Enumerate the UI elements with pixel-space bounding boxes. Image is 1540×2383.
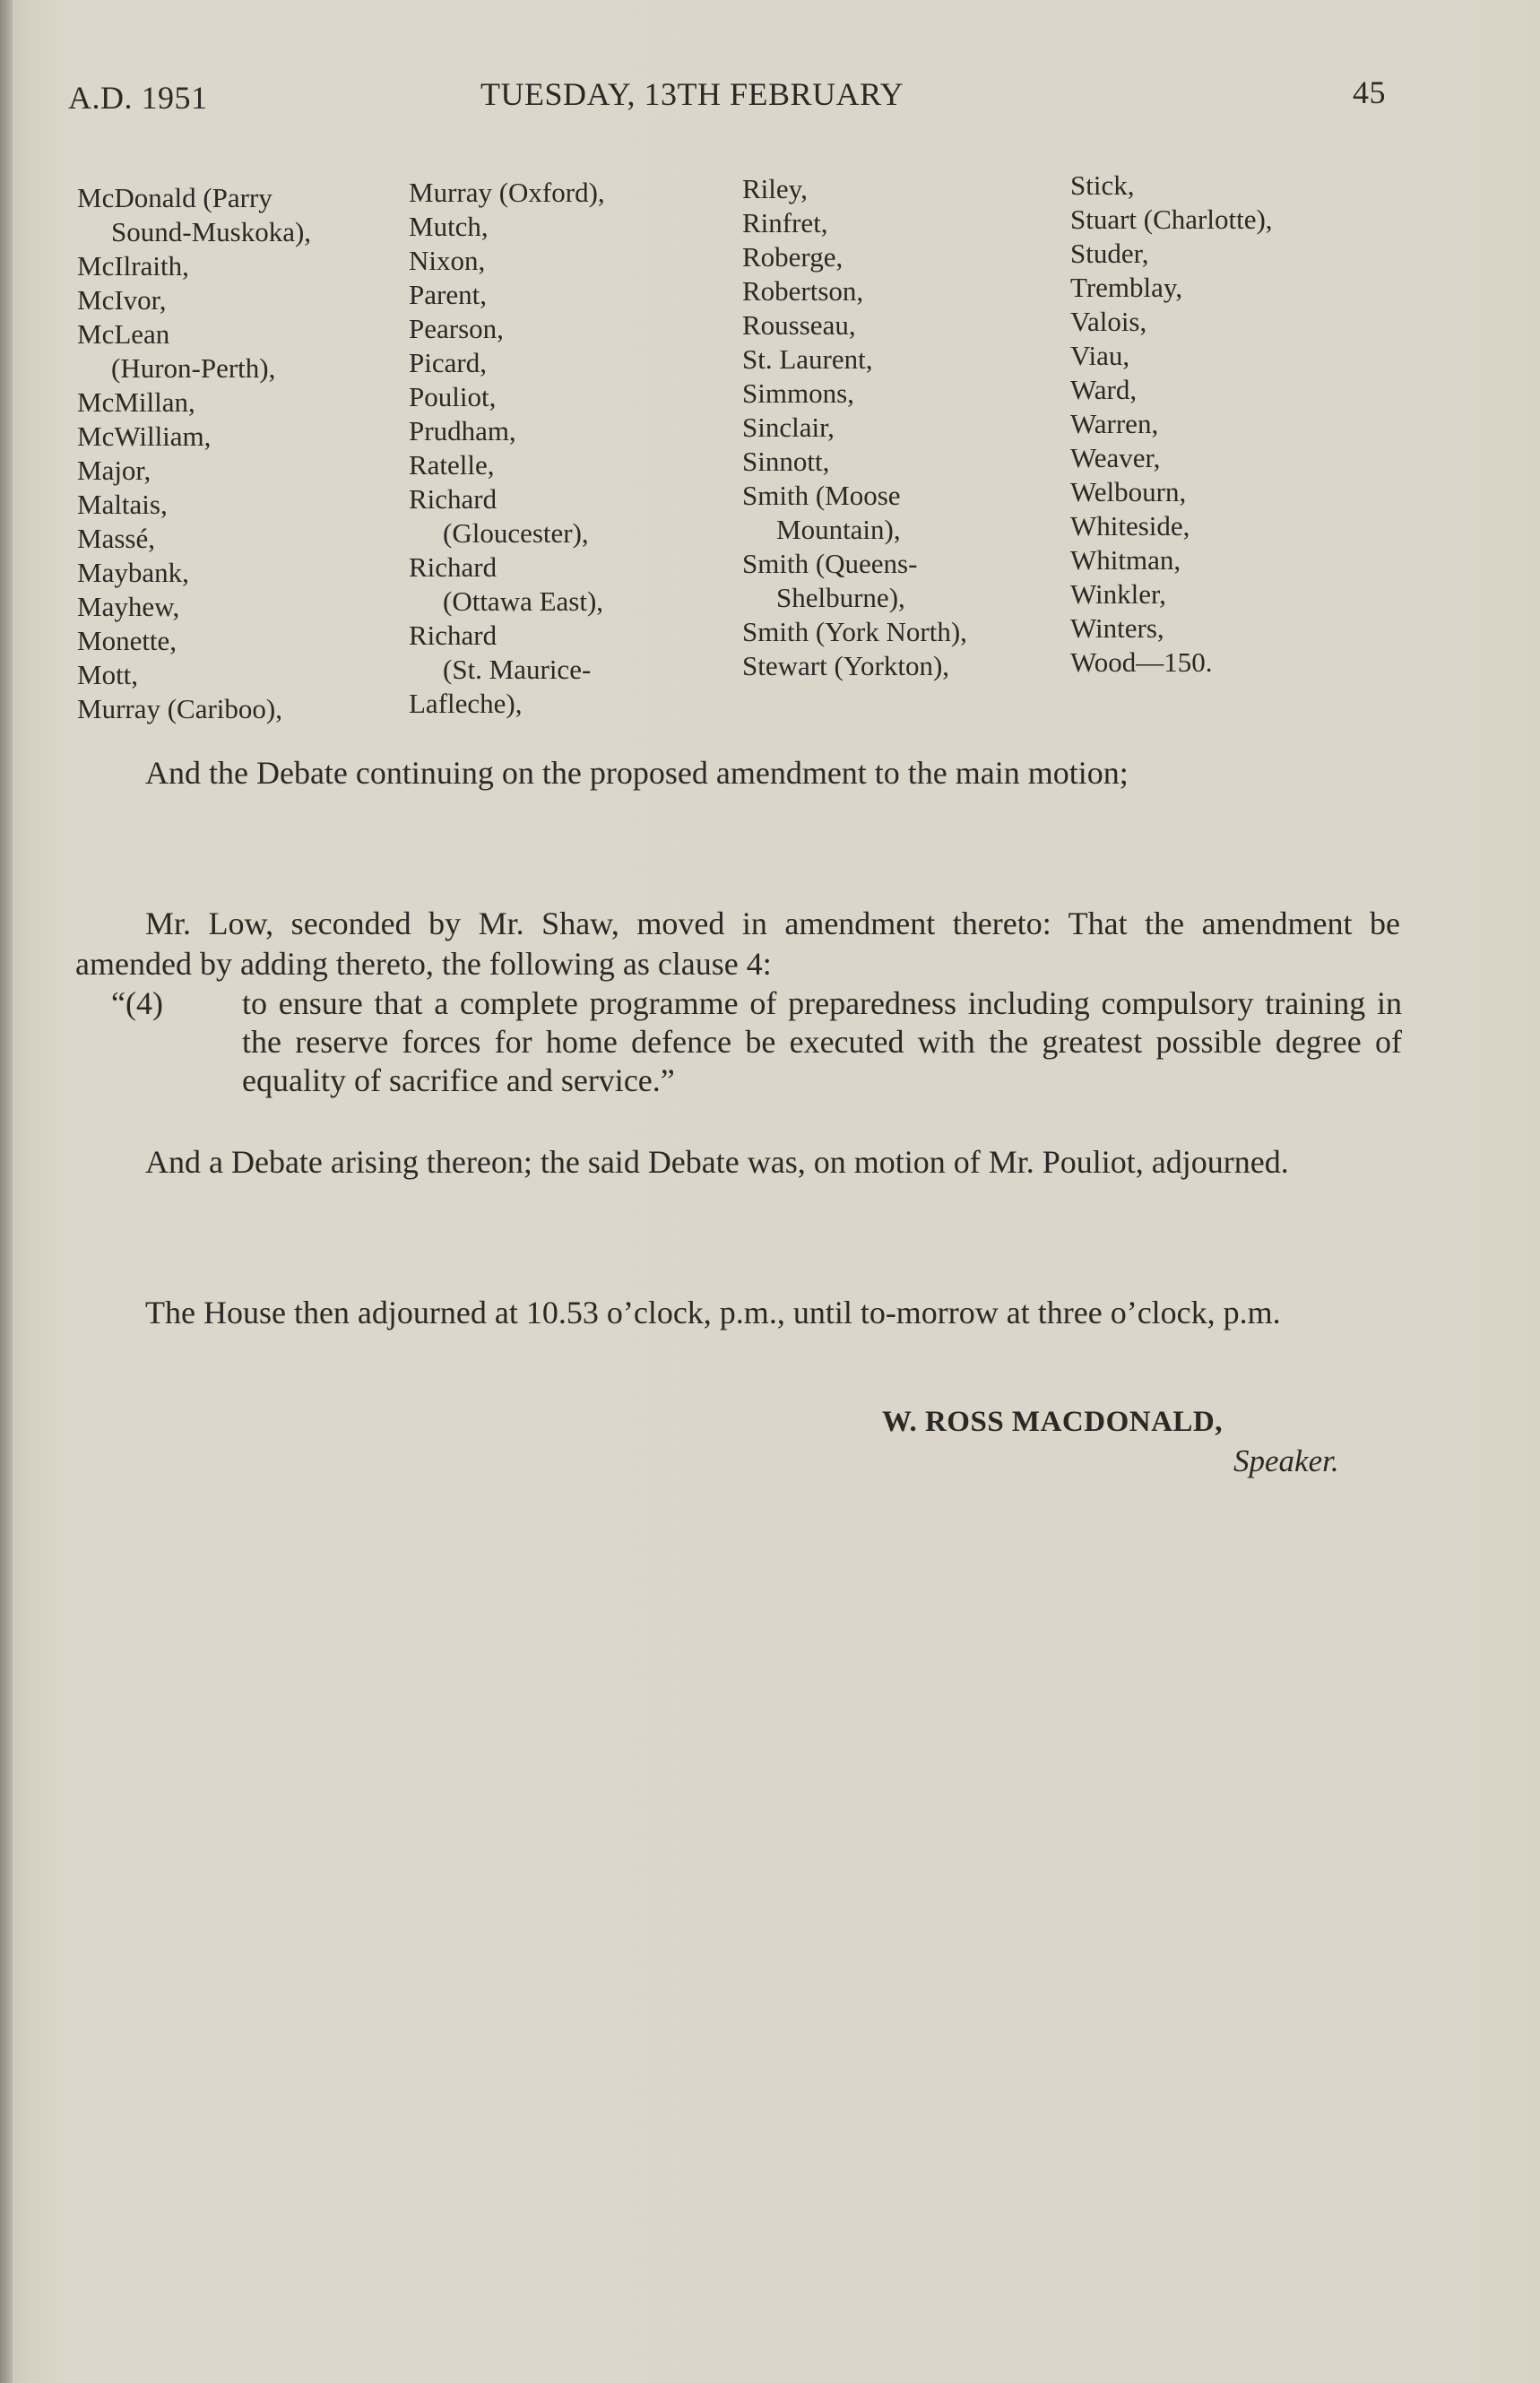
name-line: Mott, — [77, 659, 139, 690]
clause-number: “(4) — [111, 985, 163, 1021]
name-line: Stuart (Charlotte), — [1070, 204, 1273, 235]
name-entry — [409, 176, 731, 210]
name-entry — [1070, 169, 1393, 203]
name-line: Richard — [409, 483, 497, 515]
name-entry — [409, 312, 731, 346]
name-line: Welbourn, — [1070, 476, 1187, 507]
name-entry — [742, 206, 1065, 240]
name-entry — [1070, 577, 1393, 611]
name-line: Pouliot, — [409, 381, 497, 412]
name-entry — [742, 342, 1065, 377]
name-line-continuation: (St. Maurice- — [443, 654, 592, 685]
name-line: Studer, — [1070, 238, 1149, 269]
name-line: Mayhew, — [77, 591, 180, 622]
name-line: Smith (Moose — [742, 480, 901, 511]
name-entry — [409, 482, 731, 550]
name-line: Tremblay, — [1070, 272, 1183, 303]
name-entry — [409, 414, 731, 448]
name-line: Whiteside, — [1070, 510, 1190, 542]
name-entry — [1070, 475, 1393, 509]
name-entry — [1070, 339, 1393, 373]
clause-4-quote — [111, 984, 1402, 1100]
header-date: TUESDAY, 13TH FEBRUARY — [480, 76, 904, 112]
name-line-continuation: (Gloucester), — [443, 517, 589, 549]
name-line: Picard, — [409, 347, 487, 378]
name-line: Nixon, — [409, 245, 486, 276]
names-column-2 — [409, 176, 731, 721]
names-column-4 — [1070, 169, 1393, 680]
name-line: McMillan, — [77, 386, 195, 418]
name-line: Smith (York North), — [742, 616, 967, 647]
name-line: Wood—150. — [1070, 646, 1213, 678]
name-entry — [77, 658, 400, 692]
name-line: Winkler, — [1070, 578, 1166, 610]
name-entry — [409, 346, 731, 380]
name-entry — [409, 244, 731, 278]
paragraph-adjourned — [75, 1293, 1400, 1332]
name-line-continuation: (Ottawa East), — [443, 585, 604, 617]
name-entry — [742, 308, 1065, 342]
paragraph-text: The House then adjourned at 10.53 o’clock, p.m., until to-morrow at three o’clock, p.m. — [145, 1295, 1281, 1330]
name-entry — [77, 317, 400, 386]
name-line: McDonald (Parry — [77, 182, 273, 213]
name-entry — [742, 411, 1065, 445]
name-line: Major, — [77, 455, 151, 486]
name-line: Simmons, — [742, 377, 854, 409]
name-entry — [77, 181, 400, 249]
name-line: Prudham, — [409, 415, 516, 446]
name-line-continuation: Mountain), — [776, 514, 901, 545]
names-column-1 — [77, 181, 400, 726]
binding-edge — [0, 0, 13, 2383]
name-entry — [77, 692, 400, 726]
name-entry — [742, 615, 1065, 649]
name-line: McIlraith, — [77, 250, 189, 282]
name-line: Pearson, — [409, 313, 504, 344]
name-line: Ratelle, — [409, 449, 495, 481]
name-line: Mutch, — [409, 211, 489, 242]
name-line: Richard — [409, 620, 497, 651]
name-entry — [742, 274, 1065, 308]
name-entry — [742, 377, 1065, 411]
name-line: Murray (Cariboo), — [77, 693, 282, 724]
name-line-continuation: Sound-Muskoka), — [111, 216, 312, 247]
name-entry — [1070, 373, 1393, 407]
paragraph-debate-continuing — [75, 753, 1400, 793]
paragraph-text: And a Debate arising thereon; the said Debate was, on motion of Mr. Pouliot, adjourned. — [145, 1144, 1289, 1180]
name-line: Roberge, — [742, 241, 844, 273]
name-entry — [77, 420, 400, 454]
name-line: Murray (Oxford), — [409, 177, 605, 208]
name-entry — [1070, 271, 1393, 305]
name-line: Lafleche), — [409, 688, 523, 719]
name-entry — [1070, 509, 1393, 543]
name-line: Viau, — [1070, 340, 1130, 371]
name-entry — [1070, 646, 1393, 680]
name-line: Monette, — [77, 625, 177, 656]
name-entry — [409, 619, 731, 687]
header-year: A.D. 1951 — [68, 80, 208, 116]
name-line: Smith (Queens- — [742, 548, 918, 579]
name-entry — [77, 590, 400, 624]
name-line: Sinnott, — [742, 446, 830, 477]
name-entry — [1070, 441, 1393, 475]
name-line: Ward, — [1070, 374, 1138, 405]
speaker-title: Speaker. — [1233, 1443, 1339, 1478]
name-line: Richard — [409, 551, 497, 583]
paragraph-low-amendment — [75, 904, 1400, 984]
name-entry — [77, 454, 400, 488]
name-entry — [77, 249, 400, 283]
paragraph-debate-arising — [75, 1142, 1400, 1182]
name-entry — [77, 283, 400, 317]
name-entry — [77, 556, 400, 590]
name-entry — [742, 172, 1065, 206]
name-line: Robertson, — [742, 275, 864, 307]
name-line: Parent, — [409, 279, 487, 310]
name-line: Rinfret, — [742, 207, 828, 238]
name-entry — [1070, 611, 1393, 646]
name-line: Maybank, — [77, 557, 189, 588]
name-entry — [409, 278, 731, 312]
name-line: Sinclair, — [742, 412, 835, 443]
name-line: Warren, — [1070, 408, 1159, 439]
name-entry — [77, 522, 400, 556]
name-line: Whitman, — [1070, 544, 1181, 576]
name-entry — [1070, 543, 1393, 577]
speaker-name: W. ROSS MACDONALD, — [882, 1406, 1223, 1438]
name-entry — [77, 488, 400, 522]
name-line: Maltais, — [77, 489, 168, 520]
name-entry — [409, 687, 731, 721]
page-header — [68, 74, 1386, 124]
name-line-continuation: Shelburne), — [776, 582, 905, 613]
name-entry — [742, 445, 1065, 479]
name-line: Massé, — [77, 523, 155, 554]
name-entry — [409, 550, 731, 619]
name-line: Stick, — [1070, 169, 1135, 201]
name-entry — [77, 386, 400, 420]
name-line: Weaver, — [1070, 442, 1161, 473]
name-entry — [409, 210, 731, 244]
page-number: 45 — [1353, 74, 1386, 110]
name-line: McWilliam, — [77, 420, 212, 452]
name-entry — [742, 240, 1065, 274]
name-entry — [77, 624, 400, 658]
name-entry — [742, 547, 1065, 615]
name-line: Riley, — [742, 173, 808, 204]
clause-text: to ensure that a complete programme of preparedness including compulsory training in the reserve forces for home defence be executed with the greatest possible degree of equality of sacrifice and service.” — [242, 985, 1402, 1098]
name-line-continuation: (Huron-Perth), — [111, 352, 276, 384]
name-entry — [742, 649, 1065, 683]
names-column-3 — [742, 172, 1065, 683]
name-line: Winters, — [1070, 612, 1164, 644]
name-entry — [1070, 203, 1393, 237]
name-entry — [409, 380, 731, 414]
name-line: Rousseau, — [742, 309, 856, 341]
name-line: McLean — [77, 318, 170, 350]
name-line: Valois, — [1070, 306, 1147, 337]
name-line: McIvor, — [77, 284, 167, 316]
name-entry — [409, 448, 731, 482]
paragraph-text: And the Debate continuing on the proposed amendment to the main motion; — [145, 755, 1129, 791]
paragraph-text: Mr. Low, seconded by Mr. Shaw, moved in amendment thereto: That the amendment be amended by adding thereto, the following as clause 4: — [75, 906, 1400, 982]
name-entry — [1070, 407, 1393, 441]
name-line: Stewart (Yorkton), — [742, 650, 950, 681]
name-entry — [1070, 237, 1393, 271]
name-line: St. Laurent, — [742, 343, 873, 375]
name-entry — [742, 479, 1065, 547]
name-entry — [1070, 305, 1393, 339]
